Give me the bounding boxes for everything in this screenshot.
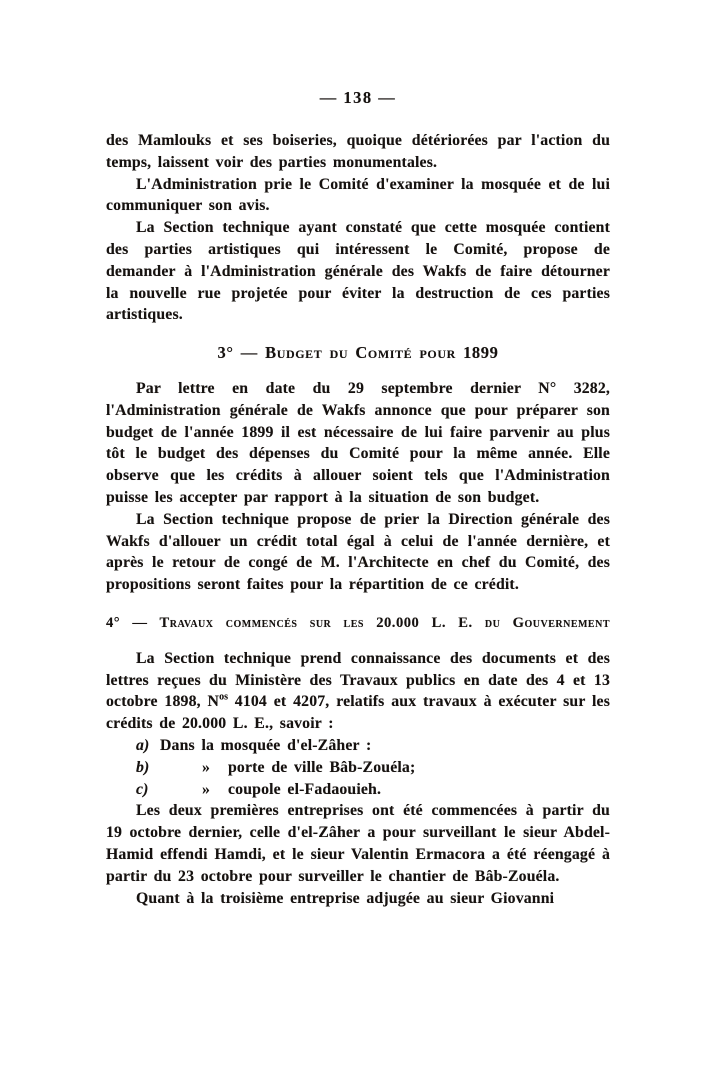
- paragraph-entreprises-commencees: Les deux premières entreprises ont été commencées à partir du 19 octobre dernier, celle d'el-Zâher a pour surveillant le sieur Abdel-Hamid effendi Hamdi, et le sieur Valentin Ermacora a été réengagé à partir du 23 octobre pour surveiller le chantier de Bâb-Zouéla.: [106, 802, 610, 885]
- list-text-c: coupole el-Fadaouieh.: [228, 780, 382, 798]
- ditto-mark-c: »: [202, 780, 211, 798]
- paragraph-proposition-credit: La Section technique propose de prier la Direction générale des Wakfs d'allouer un crédit total égal à celui de l'année dernière, et après le retour de congé de M. l'Architecte en chef du Comité, des propositions seront faites pour la répartition de ce crédit.: [106, 510, 610, 594]
- paragraph-travaux-documents-tail: 4104 et 4207, relatifs aux travaux à exécuter sur les crédits de 20.000 L. E., savoir :: [106, 693, 610, 733]
- section-heading-budget-1899: 3° — Budget du Comité pour 1899: [217, 343, 499, 363]
- list-text-b: porte de ville Bâb-Zouéla;: [228, 758, 416, 776]
- numero-superscript: os: [219, 692, 228, 704]
- paragraph-travaux-documents-lead: La Section technique prend connaissance des documents et des lettres reçues du Ministère des Travaux publics en date des 4 et 13 octobre 1898, N: [106, 649, 610, 711]
- paragraph-travaux-documents: [106, 648, 610, 735]
- list-item-c: [106, 779, 610, 801]
- paragraph-administration-prie: L'Administration prie le Comité d'examiner la mosquée et de lui communiquer son avis.: [106, 175, 610, 215]
- page-body: [106, 130, 610, 909]
- paragraph-lettre-budget: Par lettre en date du 29 septembre dernier N° 3282, l'Administration générale de Wakfs annonce que pour préparer son budget de l'année 1899 il est nécessaire de lui faire parvenir au plus tôt le budget des dépenses du Comité pour la même année. Elle observe que les crédits à allouer soient tels que l'Administration puisse les accepter par rapport à la situation de son budget.: [106, 379, 610, 506]
- page-number: — 138 —: [319, 88, 397, 107]
- list-label-a: a): [136, 736, 150, 754]
- paragraph-section-constate: La Section technique ayant constaté que cette mosquée contient des parties artistiques qui intéressent le Comité, propose de demander à l'Administration générale des Wakfs de faire détourner la nouvelle rue projetée pour éviter la destruction de ces parties artistiques.: [106, 219, 610, 324]
- list-item-a: [106, 735, 610, 757]
- list-label-c: c): [136, 780, 149, 798]
- paragraph-quant-troisieme: Quant à la troisième entreprise adjugée au sieur Giovanni: [136, 889, 555, 907]
- list-label-b: b): [136, 758, 150, 776]
- paragraph-mamlouks-boiseries: des Mamlouks et ses boiseries, quoique détériorées par l'action du temps, laissent voir des parties monumentales.: [106, 132, 610, 171]
- list-item-b: [106, 757, 610, 779]
- section-heading-travaux-20000: 4° — Travaux commencés sur les 20.000 L. E. du Gouvernement: [106, 614, 610, 631]
- ditto-mark-b: »: [202, 758, 211, 776]
- list-text-a: Dans la mosquée d'el-Zâher :: [160, 736, 372, 754]
